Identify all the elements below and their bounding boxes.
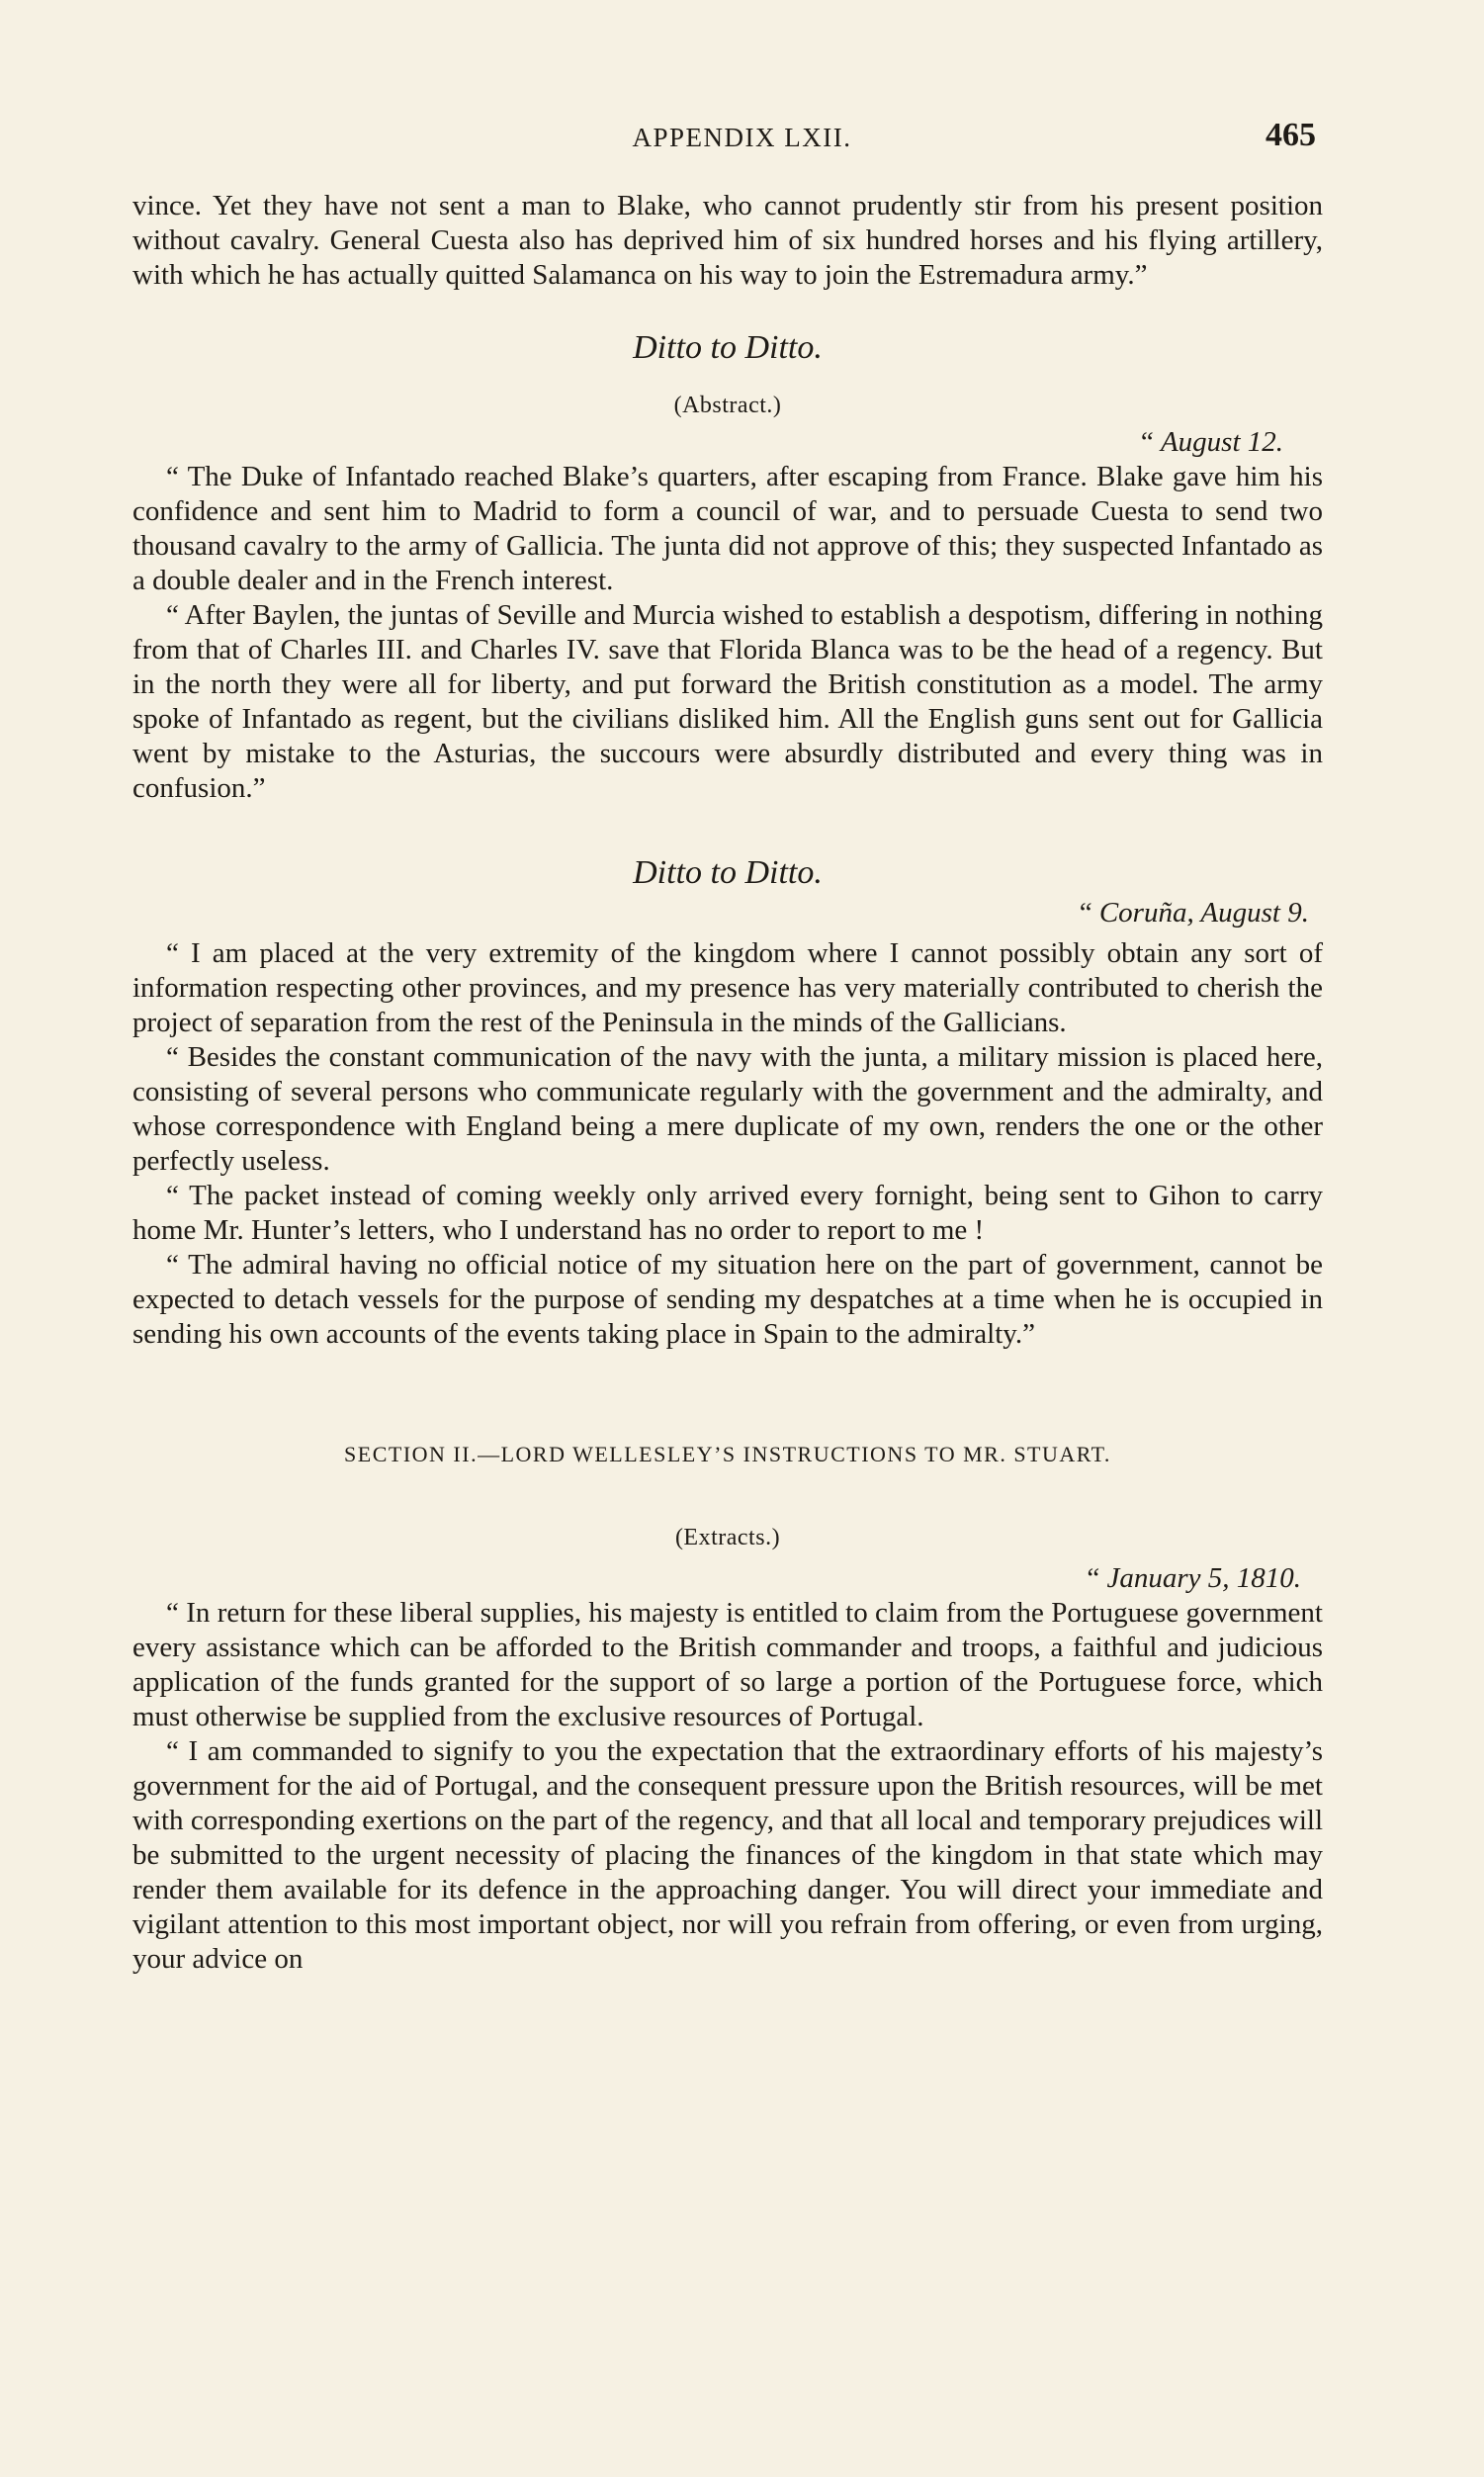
letter-title-2: Ditto to Ditto. (633, 854, 823, 891)
page-header (0, 117, 1484, 166)
dateline-2-quote: “ (1079, 897, 1099, 929)
paragraph-3b: “ I am commanded to signify to you the expectation that the extraordinary efforts of his majesty’s government for the aid of Portugal, and the consequent pressure upon the British resources, will be met with corresponding exertions on the part of the regency, and that all local and temporary prejudices will be submitted to the urgent necessity of placing the finances of the kingdom in that state which may render them available for its defence in the approaching danger. You will direct your immediate and vigilant attention to this most important object, nor will you refrain from offering, or even from urging, your advice on (132, 1735, 1323, 1975)
dateline-2-date: Coruña, August 9. (1098, 897, 1309, 929)
running-head: APPENDIX LXII. (632, 123, 852, 152)
paragraph-2c: “ The packet instead of coming weekly only arrived every fornight, being sent to Gihon to carry home Mr. Hunter’s letters, who I understand has no order to report to me ! (132, 1180, 1323, 1246)
page-number: 465 (1266, 117, 1316, 153)
paragraph-2a: “ I am placed at the very extremity of the kingdom where I cannot possibly obtain any sort of information respecting other provinces, and my presence has very materially contributed to cherish the project of separation from the rest of the Peninsula in the minds of the Gallicians. (132, 937, 1323, 1038)
dateline-1-date: August 12. (1160, 426, 1283, 458)
paragraph-intro: vince. Yet they have not sent a man to Blake, who cannot prudently stir from his present position without cavalry. General Cuesta also has deprived him of six hundred horses and his flying artillery, with which he has actually quitted Salamanca on his way to join the Estremadura army.” (132, 190, 1323, 291)
dateline-1 (132, 425, 1323, 460)
dateline-1-quote: “ (1140, 426, 1161, 458)
dateline-3 (132, 1561, 1323, 1596)
dateline-2 (132, 896, 1323, 930)
paragraph-3a: “ In return for these liberal supplies, his majesty is entitled to claim from the Portuguese government every assistance which can be afforded to the British commander and troops, a faithful and judicious application of the funds granted for the support of so large a portion of the Portuguese force, which must otherwise be supplied from the exclusive resources of Portugal. (132, 1597, 1323, 1732)
paragraph-1b: “ After Baylen, the juntas of Seville and Murcia wished to establish a despotism, differing in nothing from that of Charles III. and Charles IV. save that Florida Blanca was to be the head of a regency. But in the north they were all for liberty, and put forward the British constitution as a model. The army spoke of Infantado as regent, but the civilians disliked him. All the English guns sent out for Gallicia went by mistake to the Asturias, the succours were absurdly distributed and every thing was in confusion.” (132, 599, 1323, 804)
paragraph-1a: “ The Duke of Infantado reached Blake’s quarters, after escaping from France. Blake gave him his confidence and sent him to Madrid to form a council of war, and to persuade Cuesta to send two thousand cavalry to the army of Gallicia. The junta did not approve of this; they suspected Infantado as a double dealer and in the French interest. (132, 461, 1323, 596)
section-heading: SECTION II.—LORD WELLESLEY’S INSTRUCTIONS TO MR. STUART. (344, 1442, 1111, 1466)
page-body (132, 189, 1323, 1977)
abstract-note: (Abstract.) (673, 393, 782, 418)
letter-title-1: Ditto to Ditto. (633, 329, 823, 366)
paragraph-2b: “ Besides the constant communication of the navy with the junta, a military mission is placed here, consisting of several persons who communicate regularly with the government and the admiralty, and whose correspondence with England being a mere duplicate of my own, renders the one or the other perfectly useless. (132, 1041, 1323, 1177)
dateline-3-date: January 5, 1810. (1106, 1562, 1301, 1594)
extracts-note: (Extracts.) (674, 1525, 781, 1550)
dateline-3-quote: “ (1087, 1562, 1107, 1594)
paragraph-2d: “ The admiral having no official notice of my situation here on the part of government, cannot be expected to detach vessels for the purpose of sending my despatches at a time when he is occupied in sending his own accounts of the events taking place in Spain to the admiralty.” (132, 1249, 1323, 1350)
